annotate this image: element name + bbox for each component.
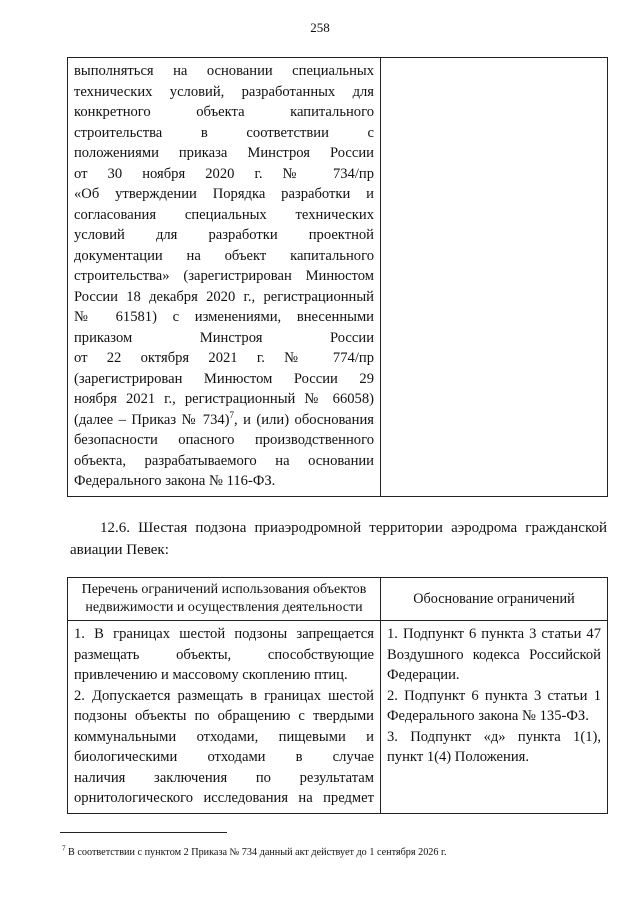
text-line: подзоны объекты по обращению с твердыми [74,708,374,724]
text-line: Федерального закона № 135-ФЗ. [387,708,589,724]
column-header-restrictions [68,578,381,621]
text-line-with-footnote [74,410,374,431]
restrictions-table-continued [67,57,608,497]
header-line: недвижимости и осуществления деятельности [85,600,363,615]
text-segment: , и (или) обоснования [234,411,374,428]
text-line: технических условий, разработанных для [74,83,374,100]
text-line: Федерального закона № 116-ФЗ. [74,473,276,489]
text-segment: (далее – Приказ № 734) [74,411,230,428]
text-line: приказом Минстроя России [74,329,374,346]
footnote-separator [60,832,227,833]
text-line: (зарегистрирован Минюстом России 29 [74,370,374,387]
restriction-cell [68,621,381,814]
footnote [62,846,447,859]
restriction-cell [68,58,381,497]
table-header-row [68,578,608,621]
text-line: выполняться на основании специальных [74,63,374,79]
header-text: Обоснование ограничений [413,591,575,607]
text-line: конкретного объекта капитального [74,104,374,120]
text-line: объекта, разрабатываемого на основании [74,452,374,469]
text-line: России 18 декабря 2020 г., регистрационный [74,288,374,305]
text-line: биологическими отходами в случае [74,749,374,765]
text-line: 3. Подпункт «д» пункта 1(1), [387,728,601,745]
justification-cell [381,621,608,814]
text-line: от 22 октября 2021 г. № 774/пр [74,350,374,366]
text-line: орнитологического исследования на предмет [74,790,374,806]
text-line: пункт 1(4) Положения. [387,749,530,765]
text-line: строительства» (зарегистрирован Минюстом [74,268,374,284]
text-line: Федерации. [387,667,460,683]
text-line: безопасности опасного производственного [74,432,374,448]
text-line: Воздушного кодекса Российской [387,646,601,663]
table-row [68,621,608,814]
page-number: 258 [310,20,330,35]
section-heading-continuation: авиации Певек: [70,542,169,558]
sixth-subzone-table [67,577,608,814]
text-line: согласования специальных технических [74,206,374,223]
footnote-text: В соответствии с пунктом 2 Приказа № 734 данный акт действует до 1 сентября 2026 г. [68,847,447,858]
text-line: коммунальными отходами, пищевыми и [74,728,374,745]
text-line: строительства в соответствии с [74,124,374,141]
justification-cell [381,58,608,497]
text-line: привлечению и массовому скоплению птиц. [74,667,348,683]
text-line: ноября 2021 г., регистрационный № 66058) [74,391,374,407]
footnote-marker: 7 [62,844,66,853]
column-header-justification [381,578,608,621]
text-line: документации на объект капитального [74,247,374,264]
text-line: от 30 ноября 2020 г. № 734/пр [74,165,374,182]
text-line: 2. Допускается размещать в границах шестой [74,687,374,704]
text-line: 1. В границах шестой подзоны запрещается [74,626,374,642]
text-line: условий для разработки проектной [74,227,374,243]
text-line: размещать объекты, способствующие [74,646,374,663]
text-line: «Об утверждении Порядка разработки и [74,186,374,202]
text-line: 1. Подпункт 6 пункта 3 статьи 47 [387,626,601,642]
text-line: положениями приказа Минстроя России [74,145,374,161]
text-line: 2. Подпункт 6 пункта 3 статьи 1 [387,687,601,704]
footnote-reference[interactable]: 7 [229,409,235,420]
text-line: № 61581) с изменениями, внесенными [74,309,374,325]
section-heading: 12.6. Шестая подзона приаэродромной территории аэродрома гражданской [100,520,607,536]
table-row [68,58,608,497]
header-line: Перечень ограничений использования объектов [81,582,367,597]
text-line: наличия заключения по результатам [74,769,374,786]
